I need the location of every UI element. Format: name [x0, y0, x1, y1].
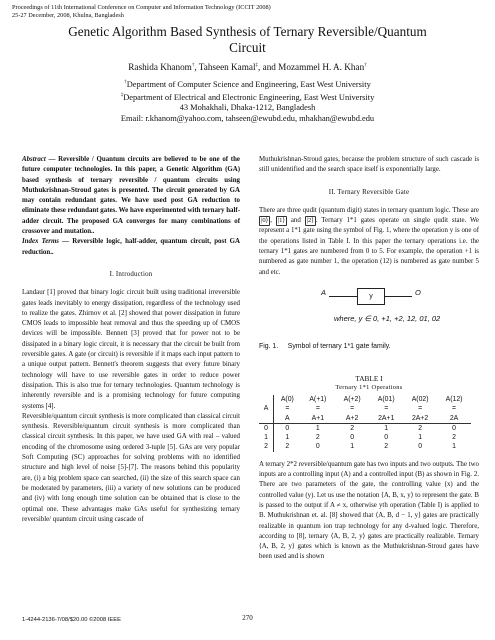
table-header-eq: = = = = = = [285, 405, 457, 413]
table-row: 2 2 0 1 2 0 1 [259, 442, 471, 451]
author-list [0, 62, 495, 72]
fig1-gate-label: y [369, 292, 373, 300]
fig1-output-wire [384, 296, 412, 297]
author-emails: Email: r.khanom@yahoo.com, tahseen@ewubd.edu, mhakhan@ewubd.edu [120, 113, 375, 123]
qudit-state-0: |0⟩ [261, 217, 269, 225]
fig1-input-wire [329, 296, 357, 297]
affiliations [0, 78, 495, 125]
right-column [259, 155, 479, 563]
fig1-where-text: where, y ∈ 0, +1, +2, 12, 01, 02 [334, 313, 441, 323]
ternary-gate-paragraph-2: A ternary 2*2 reversible/quantum gate has two inputs and two outputs. The two inputs are a controlling input (A) and a controlled input (B) as shown in Fig. 2. There are two parameters of the gate, the controlling value (x) and the controlled value (y). Let us use the notation ⟨A, B, x, y⟩ to represent the gate. B is passed to the output if A ≠ x, otherwise yth operation (Table I) is applied to B. Muthukrishnan et. al. [8] showed that ⟨A, B, d − 1, y⟩ gates are practically realizable in quantum ion trap technology for any d-valued logic. Therefore, according to [8], ternary ⟨A, B, 2, y⟩ gates are practically realizable. Ternary ⟨A, B, 2, y⟩ gates which is known as the Muthukrishnan-Stroud gates have been used and is shown [259, 460, 479, 561]
abstract-text: — Reversible / Quantum circuits are believed to be one of the future computer technologies. In this paper, a Genetic Algorithm (GA) based synthesis of ternary reversible / quantum circuits using Muthukrishnan-Stroud gates is presented. The circuit generated by GA may contain redundant gates. We have used post GA reduction to eliminate these redundant gates. We have experimented with ternary half-adder circuit. The proposed GA converges for many combinations of crossover and mutation.. [22, 156, 240, 236]
table-row: 0 0 1 2 1 2 0 [259, 423, 471, 433]
qudit-state-1: |1⟩ [277, 217, 285, 225]
affiliation-2: ‡Department of Electrical and Electronic Engineering, East West University [120, 92, 375, 102]
ternary-gate-paragraph-1: There are three qudit (quantum digit) states in ternary quantum logic. These are |0⟩ , |1⟩ and |2⟩ . Ternary 1*1 gates operate on single qudit state. We represent a 1*1 gate using the symbol of Fig. 1, where the operation y is one of the operations listed in Table I. In this paper the ternary operations i.e. the ternary 1*1 gates are numbered from 0 to 5. For example, the operation +1 is numbered as gate number 1, the operation (12) is numbered as gate number 5 and etc. [259, 206, 479, 276]
fig1-output-label: O [415, 287, 421, 297]
introduction-paragraph-2: Reversible/quantum circuit synthesis is more complicated than classical circuit synthesis. Reversible/quantum circuit synthesis is more complicated than classical circuit synthesis. In this paper, we have used GA with real – valued encoding of the chromosome using ordered 3-tuple [5]. GAs are very popular Soft Computing (SC) approaches for solving problems with no identified structure and high level of noise [5]-[7]. The reasons behind this popularity are, (i) a big problem space can searched, (ii) the size of this search space can be moderated by parameters, (iii) a variety of new solutions can be produced and (iv) with long enough time solution can be obtained that is close to the optimal one. These advantages make GAs useful for synthesizing ternary reversible/ quantum circuit using cascade of [22, 412, 240, 523]
author-1-mark: † [191, 62, 195, 68]
table-row: 1 1 2 0 0 1 2 [259, 433, 471, 442]
page-number: 270 [242, 614, 253, 622]
affiliation-1: †Department of Computer Science and Engineering, East West University [124, 79, 371, 89]
abstract-label: Abstract [22, 156, 46, 163]
table-row-label: A [259, 395, 274, 423]
author-1: Rashida Khanom [128, 62, 192, 72]
abstract [22, 155, 240, 237]
table-header-expr: A A+1 A+2 2A+1 2A+2 2A [259, 414, 471, 424]
title-line-1: Genetic Algorithm Based Synthesis of Ternary Reversible/Quantum [68, 24, 427, 39]
fig1-input-label: A [321, 287, 327, 297]
affiliation-2-mark: ‡ [120, 92, 124, 98]
figure-1 [259, 278, 479, 370]
isbn-footer: 1-4244-2136-7/08/$20.00 ©2008 IEEE [22, 617, 122, 623]
table-1-caption: Ternary 1*1 Operations [335, 383, 403, 391]
index-terms-label: Index Terms [22, 238, 59, 246]
author-3-mark: † [364, 62, 367, 68]
author-3: , and Mozammel H. A. Khan [258, 62, 365, 72]
fig1-gate-box [357, 288, 385, 305]
paragraph-continued: Muthukrishnan-Stroud gates, because the problem structure of such cascade is still unidentified and the search space itself is exponentially large. [259, 156, 479, 174]
paper-title [0, 24, 495, 55]
index-terms [22, 237, 240, 258]
section-heading-introduction: I. Introduction [109, 270, 153, 278]
author-2-mark: ‡ [255, 62, 259, 68]
qudit-state-2: |2⟩ [306, 217, 314, 225]
table-header-ops: A A(0) A(+1) A(+2) A(01) A(02) A(12) [259, 395, 471, 404]
table-1-label: TABLE I [355, 373, 383, 383]
index-terms-text: — Reversible logic, half-adder, quantum circuit, post GA reduction.. [22, 238, 240, 256]
proceedings-line-1: Proceedings of 11th International Conference on Computer and Information Technology (ICCIT 2008) [12, 4, 271, 11]
author-2: , Tahseen Kamal [194, 62, 256, 72]
section-heading-ternary-gate: II. Ternary Reversible Gate [328, 188, 410, 196]
affiliation-1-mark: † [124, 80, 127, 85]
introduction-paragraph-1: Landaur [1] proved that binary logic circuit built using traditional irreversible gates leads inevitably to energy dissipation, regardless of the technology used to realize the gates. Zhirnov et al. [2] showed that power dissipation in future CMOS leads to impossible heat removal and thus the speeding up of CMOS devices will be impossible. Bennett [3] proved that for power not to be dissipated in a binary logic circuit, it is necessary that the circuit be built from reversible gates. A gate (or circuit) is reversible if it maps each input pattern to a unique output pattern. Bennett's theorem suggests that every future binary technology will have to use reversible gates in order to reduce power dissipation. This is also true for ternary technologies. Quantum technology is inherently reversible and is a promising technology for future computing systems [4]. [22, 289, 240, 410]
proceedings-header [12, 4, 271, 19]
affiliation-address: 43 Mohakhali, Dhaka-1212, Bangladesh [179, 103, 316, 113]
table-1 [259, 395, 471, 452]
proceedings-line-2: 25-27 December, 2008, Khulna, Bangladesh [12, 11, 124, 19]
title-line-2: Circuit [229, 39, 266, 55]
left-column [22, 155, 240, 525]
fig1-caption: Fig. 1. Symbol of ternary 1*1 gate family. [259, 342, 391, 350]
